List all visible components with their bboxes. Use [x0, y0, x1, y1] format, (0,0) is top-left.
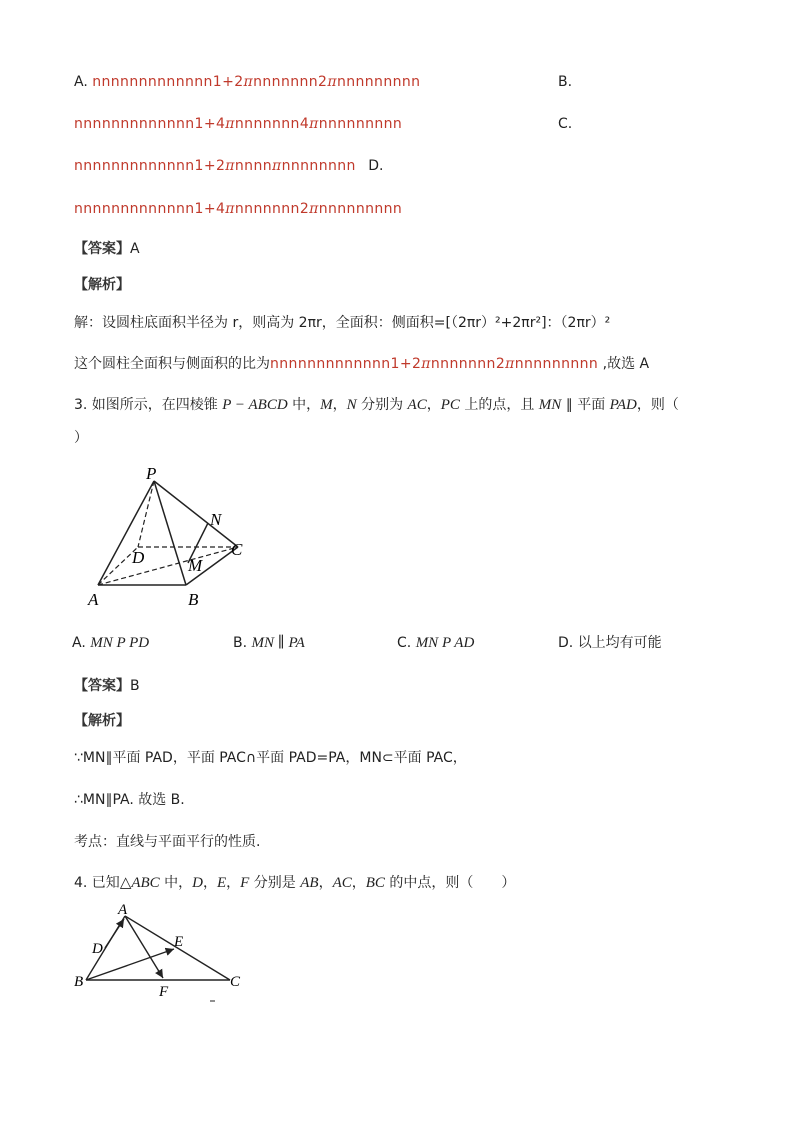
q2-option-b-label: B. — [558, 74, 573, 90]
q3-option-b: B. MN ∥ PA — [233, 635, 305, 651]
q2-option-a — [74, 72, 420, 92]
q3-option-c: C. MN P AD — [397, 635, 475, 651]
q3-option-d: D. 以上均有可能 — [558, 635, 662, 651]
label-c: C — [231, 540, 243, 559]
q3-analysis-line2: ∴MN∥PA. 故选 B. — [74, 792, 185, 808]
q2-option-d-label: D. — [368, 158, 384, 174]
q3-stem: 3. 如图所示，在四棱锥 P − ABCD 中，M，N 分别为 AC，PC 上的点，且 MN ∥ 平面 PAD，则（ — [74, 397, 679, 413]
label-m: M — [188, 556, 203, 575]
q2-option-c-label: C. — [558, 116, 573, 132]
triangle-figure — [70, 900, 250, 1010]
q2-option-b-text: nnnnnnnnnnnnn1+4πnnnnnnn4πnnnnnnnnn — [74, 116, 403, 132]
q3-stem-close: ） — [74, 430, 88, 446]
label-n: N — [210, 510, 222, 529]
option-text: nnnnnnnnnnnnn1+2πnnnnnnn2πnnnnnnnnn — [92, 74, 421, 90]
label-b: B — [74, 974, 84, 990]
label-c: C — [230, 974, 241, 990]
answer-value: A — [130, 241, 140, 257]
label-p: P — [146, 465, 157, 483]
q2-analysis-line2: 这个圆柱全面积与侧面积的比为nnnnnnnnnnnnn1+2πnnnnnnn2πnnnnnnnnn ,故选 A — [74, 356, 650, 372]
q4-stem: 4. 已知△ABC 中，D，E，F 分别是 AB，AC，BC 的中点，则（ ） — [74, 875, 516, 891]
q3-option-a: A. MN P PD — [72, 635, 150, 651]
q3-answer: 【答案】B — [74, 678, 140, 694]
label-b: B — [188, 590, 199, 609]
label-d: D — [92, 941, 103, 957]
q2-answer — [74, 239, 140, 259]
label-a: A — [88, 590, 99, 609]
q3-analysis-line3: 考点：直线与平面平行的性质. — [74, 834, 261, 850]
label-a: A — [118, 902, 128, 918]
q3-analysis-tag: 【解析】 — [74, 713, 130, 729]
label-d: D — [132, 548, 145, 567]
q2-analysis-line1: 解：设圆柱底面积半径为 r，则高为 2πr，全面积：侧面积=[（2πr）²+2πr²]：（2πr）² — [74, 315, 611, 331]
answer-tag: 【答案】 — [74, 241, 130, 257]
label-f: F — [159, 984, 169, 1000]
label-e: E — [174, 934, 184, 950]
pyramid-figure — [84, 465, 264, 615]
q2-option-c-text: nnnnnnnnnnnnn1+2πnnnnπnnnnnnnn D. — [74, 158, 384, 174]
q2-option-d-text: nnnnnnnnnnnnn1+4πnnnnnnn2πnnnnnnnnn — [74, 201, 403, 217]
q2-analysis-tag: 【解析】 — [74, 277, 130, 293]
option-label: A. — [74, 74, 88, 90]
q3-analysis-line1: ∵MN∥平面 PAD，平面 PAC∩平面 PAD=PA，MN⊂平面 PAC， — [74, 750, 467, 766]
